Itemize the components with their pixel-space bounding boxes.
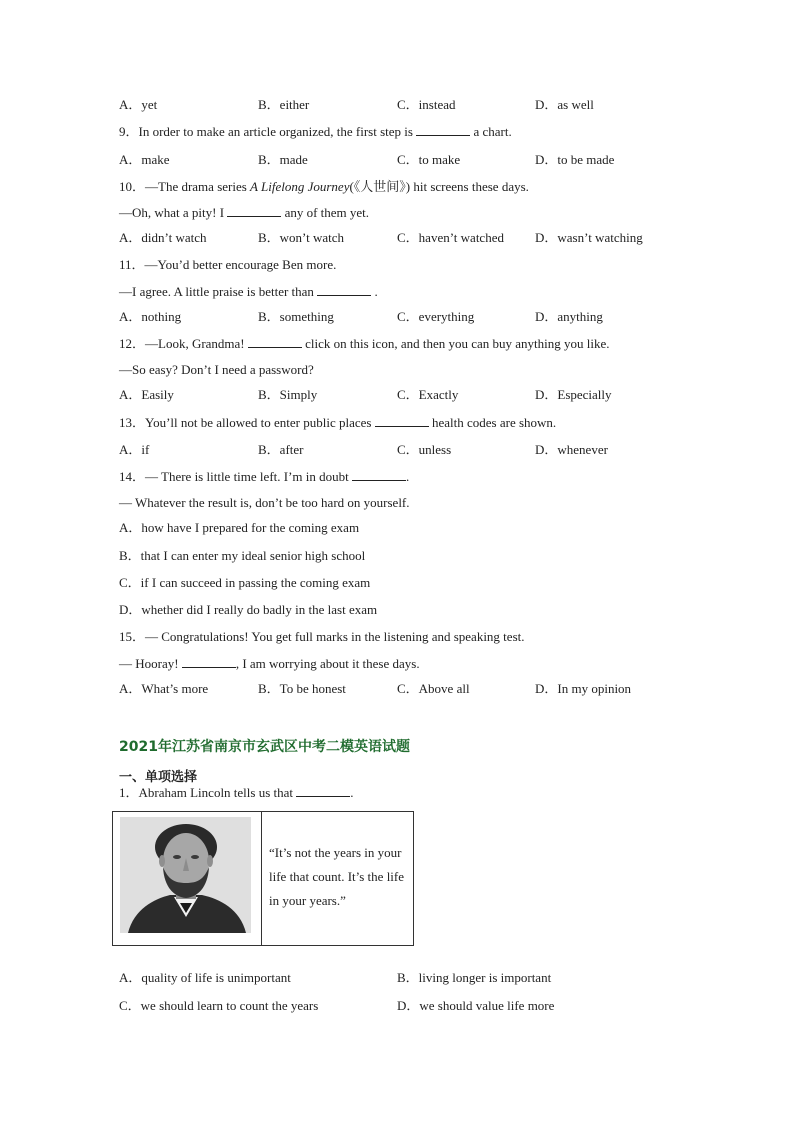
q9-option-b: B．made bbox=[258, 152, 308, 167]
q14-reply: — Whatever the result is, don’t be too hard on yourself. bbox=[119, 495, 410, 510]
answer-blank bbox=[317, 284, 371, 296]
q10-option-a: A．didn’t watch bbox=[119, 230, 207, 245]
box-divider bbox=[261, 812, 262, 945]
q11-option-d: D．anything bbox=[535, 309, 603, 324]
q1-stem: 1．Abraham Lincoln tells us that . bbox=[119, 785, 354, 800]
q10-option-c: C．haven’t watched bbox=[397, 230, 504, 245]
q14-option-a: A．how have I prepared for the coming exam bbox=[119, 520, 360, 535]
q13-option-d: D．whenever bbox=[535, 442, 608, 457]
q9-option-d: D．to be made bbox=[535, 152, 615, 167]
q12-option-d: D．Especially bbox=[535, 387, 612, 402]
q11-option-a: A．nothing bbox=[119, 309, 182, 324]
q10-stem: 10．—The drama series A Lifelong Journey(《人世间》) hit screens these days. bbox=[119, 179, 529, 194]
answer-blank bbox=[227, 205, 281, 217]
q1-option-a: A．quality of life is unimportant bbox=[119, 970, 291, 985]
q14-stem: 14．— There is little time left. I’m in doubt . bbox=[119, 469, 410, 484]
lincoln-quote: “It’s not the years in your life that count. It’s the life in your years.” bbox=[269, 845, 405, 908]
q10-option-d: D．wasn’t watching bbox=[535, 230, 643, 245]
q8-option-c: C．instead bbox=[397, 97, 456, 112]
q15-option-d: D．In my opinion bbox=[535, 681, 632, 696]
q8-option-d: D．as well bbox=[535, 97, 594, 112]
q8-option-b: B．either bbox=[258, 97, 310, 112]
q9-option-a: A．make bbox=[119, 152, 170, 167]
answer-blank bbox=[352, 469, 406, 481]
answer-blank bbox=[296, 785, 350, 797]
q9-option-c: C．to make bbox=[397, 152, 461, 167]
section-subtitle: 一、单项选择 bbox=[119, 770, 198, 785]
q13-option-c: C．unless bbox=[397, 442, 452, 457]
q10-reply: —Oh, what a pity! I any of them yet. bbox=[119, 205, 370, 220]
q11-reply: —I agree. A little praise is better than . bbox=[119, 284, 378, 299]
section-title: 2021年江苏省南京市玄武区中考二模英语试题 bbox=[119, 739, 410, 755]
q15-option-c: C．Above all bbox=[397, 681, 470, 696]
q13-option-a: A．if bbox=[119, 442, 150, 457]
q11-option-c: C．everything bbox=[397, 309, 475, 324]
answer-blank bbox=[375, 415, 429, 427]
q15-reply: — Hooray! , I am worrying about it these days. bbox=[119, 656, 420, 671]
q1-option-d: D．we should value life more bbox=[397, 998, 555, 1013]
q14-option-d: D．whether did I really do badly in the last exam bbox=[119, 602, 378, 617]
q8-option-a: A．yet bbox=[119, 97, 158, 112]
lincoln-portrait-image bbox=[120, 817, 251, 933]
q12-option-c: C．Exactly bbox=[397, 387, 459, 402]
q10-option-b: B．won’t watch bbox=[258, 230, 345, 245]
q13-stem: 13．You’ll not be allowed to enter public places health codes are shown. bbox=[119, 415, 557, 430]
q11-stem: 11．—You’d better encourage Ben more. bbox=[119, 257, 337, 272]
q9-stem: 9．In order to make an article organized, the first step is a chart. bbox=[119, 124, 512, 139]
q14-option-b: B．that I can enter my ideal senior high school bbox=[119, 548, 366, 563]
answer-blank bbox=[416, 124, 470, 136]
q12-option-a: A．Easily bbox=[119, 387, 174, 402]
q12-option-b: B．Simply bbox=[258, 387, 318, 402]
q1-option-b: B．living longer is important bbox=[397, 970, 552, 985]
q11-option-b: B．something bbox=[258, 309, 334, 324]
q15-option-b: B．To be honest bbox=[258, 681, 346, 696]
answer-blank bbox=[182, 656, 236, 668]
lincoln-quote-box bbox=[112, 811, 414, 946]
q12-reply: —So easy? Don’t I need a password? bbox=[119, 362, 314, 377]
q14-option-c: C．if I can succeed in passing the coming exam bbox=[119, 575, 371, 590]
q15-stem: 15．— Congratulations! You get full marks in the listening and speaking test. bbox=[119, 629, 525, 644]
q13-option-b: B．after bbox=[258, 442, 304, 457]
q12-stem: 12．—Look, Grandma! click on this icon, and then you can buy anything you like. bbox=[119, 336, 610, 351]
q15-option-a: A．What’s more bbox=[119, 681, 209, 696]
answer-blank bbox=[248, 336, 302, 348]
q1-option-c: C．we should learn to count the years bbox=[119, 998, 319, 1013]
